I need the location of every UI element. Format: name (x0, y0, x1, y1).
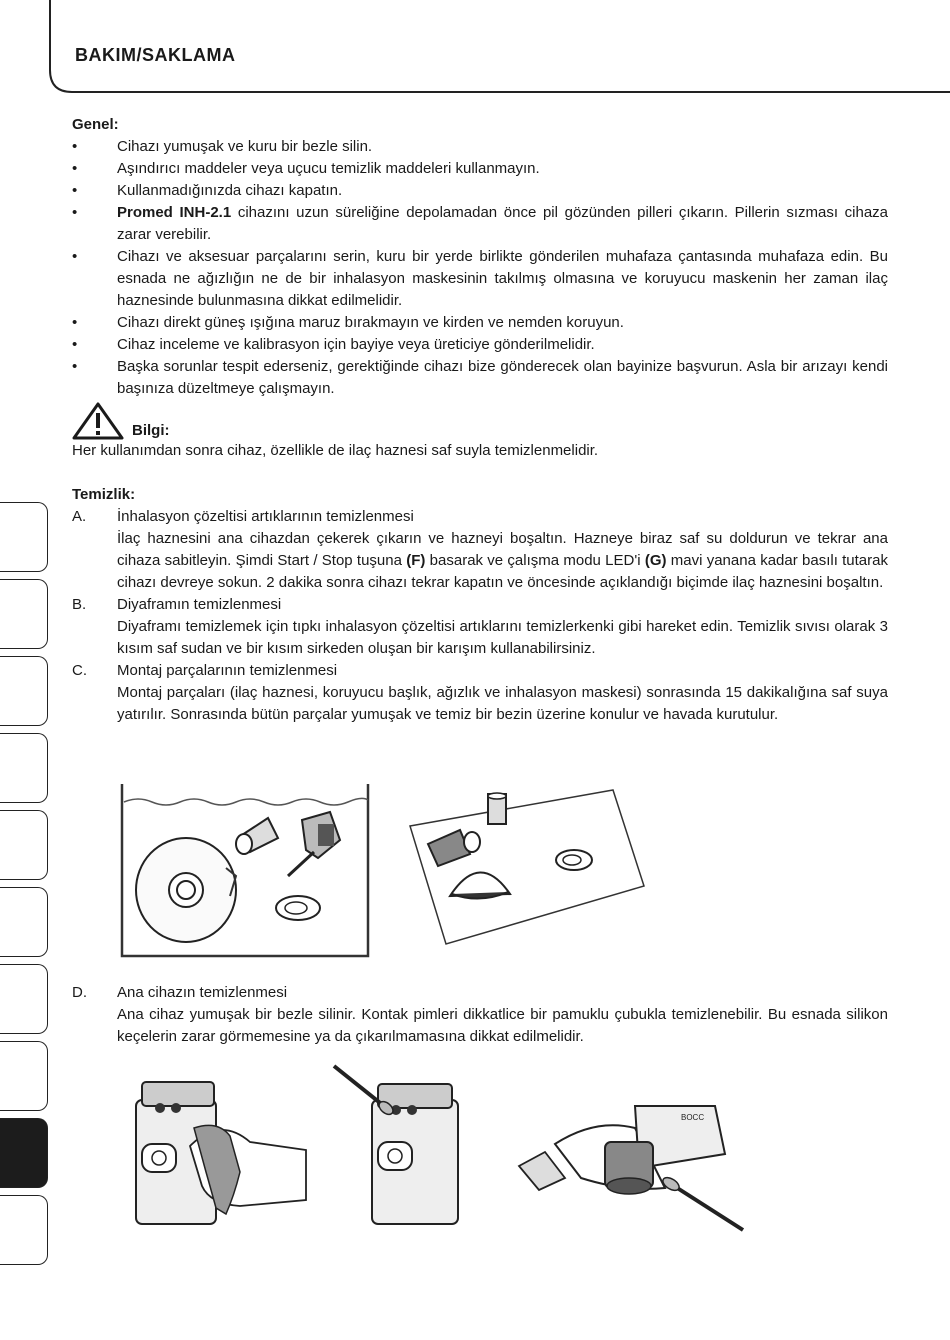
list-item: • Promed INH-2.1 cihazını uzun süreliğine depolamadan önce pil gözünden pilleri çıkarın. Pillerin sızması cihaza zarar verebilir. (72, 204, 888, 243)
cup-cleaning-illustration (515, 1098, 755, 1236)
list-item: • Cihazı direkt güneş ışığına maruz bırakmayın ve kirden ve nemden koruyun. (72, 314, 624, 331)
page-title: BAKIM/SAKLAMA (75, 45, 236, 65)
temizlik-title: Temizlik: (72, 486, 136, 503)
step-a-heading: A. İnhalasyon çözeltisi artıklarının temizlenmesi (72, 508, 414, 525)
side-tab (0, 579, 48, 649)
side-tab (0, 1195, 48, 1265)
list-item: • Aşındırıcı maddeler veya uçucu temizlik maddeleri kullanmayın. (72, 160, 540, 177)
bilgi-heading (72, 400, 888, 440)
bilgi-text: Her kullanımdan sonra cihaz, özellikle de ilaç haznesi saf suyla temizlenmelidir. (72, 442, 599, 459)
list-item: • Cihaz inceleme ve kalibrasyon için bayiye veya üreticiye gönderilmelidir. (72, 336, 595, 353)
side-tab (0, 733, 48, 803)
wiping-device-illustration (130, 1076, 310, 1226)
drying-parts-illustration (408, 786, 648, 946)
step-c-heading: C. Montaj parçalarının temizlenmesi (72, 662, 338, 679)
side-tab (0, 656, 48, 726)
bilgi-title: Bilgi: (132, 422, 170, 439)
step-d-heading: D. Ana cihazın temizlenmesi (72, 984, 288, 1001)
step-c-text: Montaj parçaları (ilaç haznesi, koruyucu başlık, ağızlık ve inhalasyon maskesi) sonrasında 15 dakikalığına saf suya yatırılır. Sonrasında bütün parçalar yumuşak ve temiz bir bezin üzerine konulur ve havada kurutulur. (117, 684, 888, 723)
step-a-text: İlaç haznesini ana cihazdan çekerek çıkarın ve hazneyi boşaltın. Hazneye biraz saf su doldurun ve tekrar ana cihaza sabitleyin. Şimdi Start / Stop tuşuna (F) basarak ve çalışma modu LED'i (G) mavi yanana kadar basılı tutarak cihazı devreye sokun. 2 dakika sonra cihazı tekrar kapatın ve öncesinde açıklandığı biçimde ilaç haznesini boşaltın. (117, 530, 888, 591)
soaking-parts-illustration (118, 780, 373, 960)
list-item: • Cihazı yumuşak ve kuru bir bezle silin. (72, 138, 373, 155)
device-label: BOCC (681, 1113, 705, 1122)
product-name: Promed INH-2.1 (117, 204, 232, 221)
step-d (72, 982, 888, 1048)
step-b-heading: B. Diyaframın temizlenmesi (72, 596, 282, 613)
side-tab (0, 1041, 48, 1111)
step-b-text: Diyaframı temizlemek için tıpkı inhalasyon çözeltisi artıklarını temizlerkenki gibi hareket edin. Temizlik sıvısı olarak 3 kısım saf sudan ve bir kısım sirkeden oluşan bir karışım kullanabilirsiniz. (117, 618, 888, 657)
side-tab (0, 887, 48, 957)
genel-title: Genel: (72, 116, 119, 133)
side-tab (0, 810, 48, 880)
warning-icon (72, 402, 124, 440)
side-tab (0, 964, 48, 1034)
list-item: • Cihazı ve aksesuar parçalarını serin, kuru bir yerde birlikte gönderilen muhafaza çantasında muhafaza edin. Bu esnada ne ağızlığın ne de bir inhalasyon maskesinin takılmış olmasına ve koruyucu maskenin her zaman ilaç haznesinde bulunmasına dikkat edilmelidir. (72, 248, 888, 309)
side-tab-active (0, 1118, 48, 1188)
side-tab (0, 502, 48, 572)
cotton-swab-device-illustration (330, 1062, 470, 1227)
list-item: • Başka sorunlar tespit ederseniz, gerektiğinde cihazı bize gönderecek olan bayinize başvurun. Asla bir arızayı kendi başınıza düzeltmeye çalışmayın. (72, 358, 888, 397)
list-item: • Kullanmadığınızda cihazı kapatın. (72, 182, 343, 199)
step-d-text: Ana cihaz yumuşak bir bezle silinir. Kontak pimleri dikkatlice bir pamuklu çubukla temizlenebilir. Bu esnada silikon keçelerin zarar görmemesine ya da çıkarılmamasına dikkat edilmelidir. (117, 1006, 888, 1045)
main-content (72, 114, 888, 726)
genel-list (72, 136, 888, 400)
